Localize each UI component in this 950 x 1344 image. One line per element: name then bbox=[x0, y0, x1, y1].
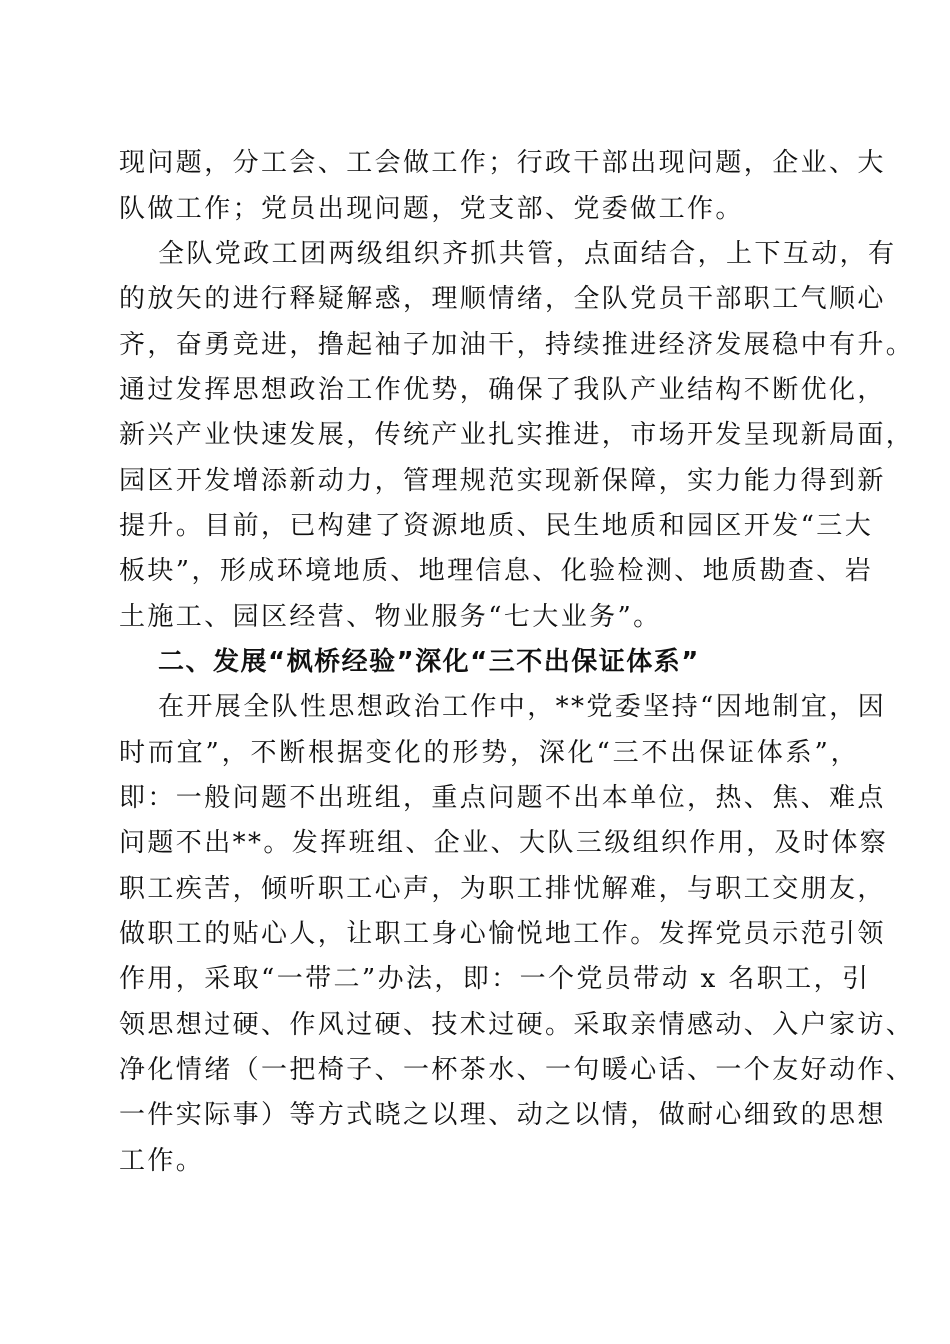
paragraph-line: 齐，奋勇竞进，撸起袖子加油干，持续推进经济发展稳中有升。 bbox=[119, 330, 915, 360]
paragraph-line: 一件实际事）等方式晓之以理、动之以情，做耐心细致的思想 bbox=[119, 1100, 886, 1130]
paragraph-line: 提升。目前，已构建了资源地质、民生地质和园区开发“三大 bbox=[119, 511, 874, 541]
paragraph-line: 时而宜”，不断根据变化的形势，深化“三不出保证体系”， bbox=[119, 738, 859, 768]
paragraph-line: 领思想过硬、作风过硬、技术过硬。采取亲情感动、入户家访、 bbox=[119, 1010, 915, 1040]
paragraph-line: 即：一般问题不出班组，重点问题不出本单位，热、焦、难点 bbox=[119, 783, 886, 813]
paragraph-line: 园区开发增添新动力，管理规范实现新保障，实力能力得到新 bbox=[119, 466, 886, 496]
paragraph-line: 净化情绪（一把椅子、一杯茶水、一句暖心话、一个友好动作、 bbox=[119, 1055, 915, 1085]
paragraph-line: 现问题，分工会、工会做工作；行政干部出现问题，企业、大 bbox=[119, 148, 886, 178]
paragraph-line: 队做工作；党员出现问题，党支部、党委做工作。 bbox=[119, 194, 744, 224]
section-heading: 二、发展“枫桥经验”深化“三不出保证体系” bbox=[158, 647, 700, 677]
paragraph-line: 的放矢的进行释疑解惑，理顺情绪，全队党员干部职工气顺心 bbox=[119, 284, 886, 314]
paragraph-line: 板块”，形成环境地质、地理信息、化验检测、地质勘查、岩 bbox=[119, 556, 874, 586]
paragraph-line: 职工疾苦，倾听职工心声，为职工排忧解难，与职工交朋友， bbox=[119, 874, 886, 904]
paragraph-line: 在开展全队性思想政治工作中，**党委坚持“因地制宜，因 bbox=[158, 692, 887, 722]
paragraph-line: 作用，采取“一带二”办法，即：一个党员带动 x 名职工，引 bbox=[119, 964, 871, 994]
paragraph-line: 新兴产业快速发展，传统产业扎实推进，市场开发呈现新局面， bbox=[119, 420, 915, 450]
paragraph-line: 做职工的贴心人，让职工身心愉悦地工作。发挥党员示范引领 bbox=[119, 919, 886, 949]
paragraph-line: 工作。 bbox=[119, 1146, 205, 1176]
paragraph-line: 问题不出**。发挥班组、企业、大队三级组织作用，及时体察 bbox=[119, 828, 889, 858]
paragraph-line: 通过发挥思想政治工作优势，确保了我队产业结构不断优化， bbox=[119, 375, 886, 405]
paragraph-line: 全队党政工团两级组织齐抓共管，点面结合，上下互动，有 bbox=[158, 239, 897, 269]
paragraph-line: 土施工、园区经营、物业服务“七大业务”。 bbox=[119, 602, 662, 632]
